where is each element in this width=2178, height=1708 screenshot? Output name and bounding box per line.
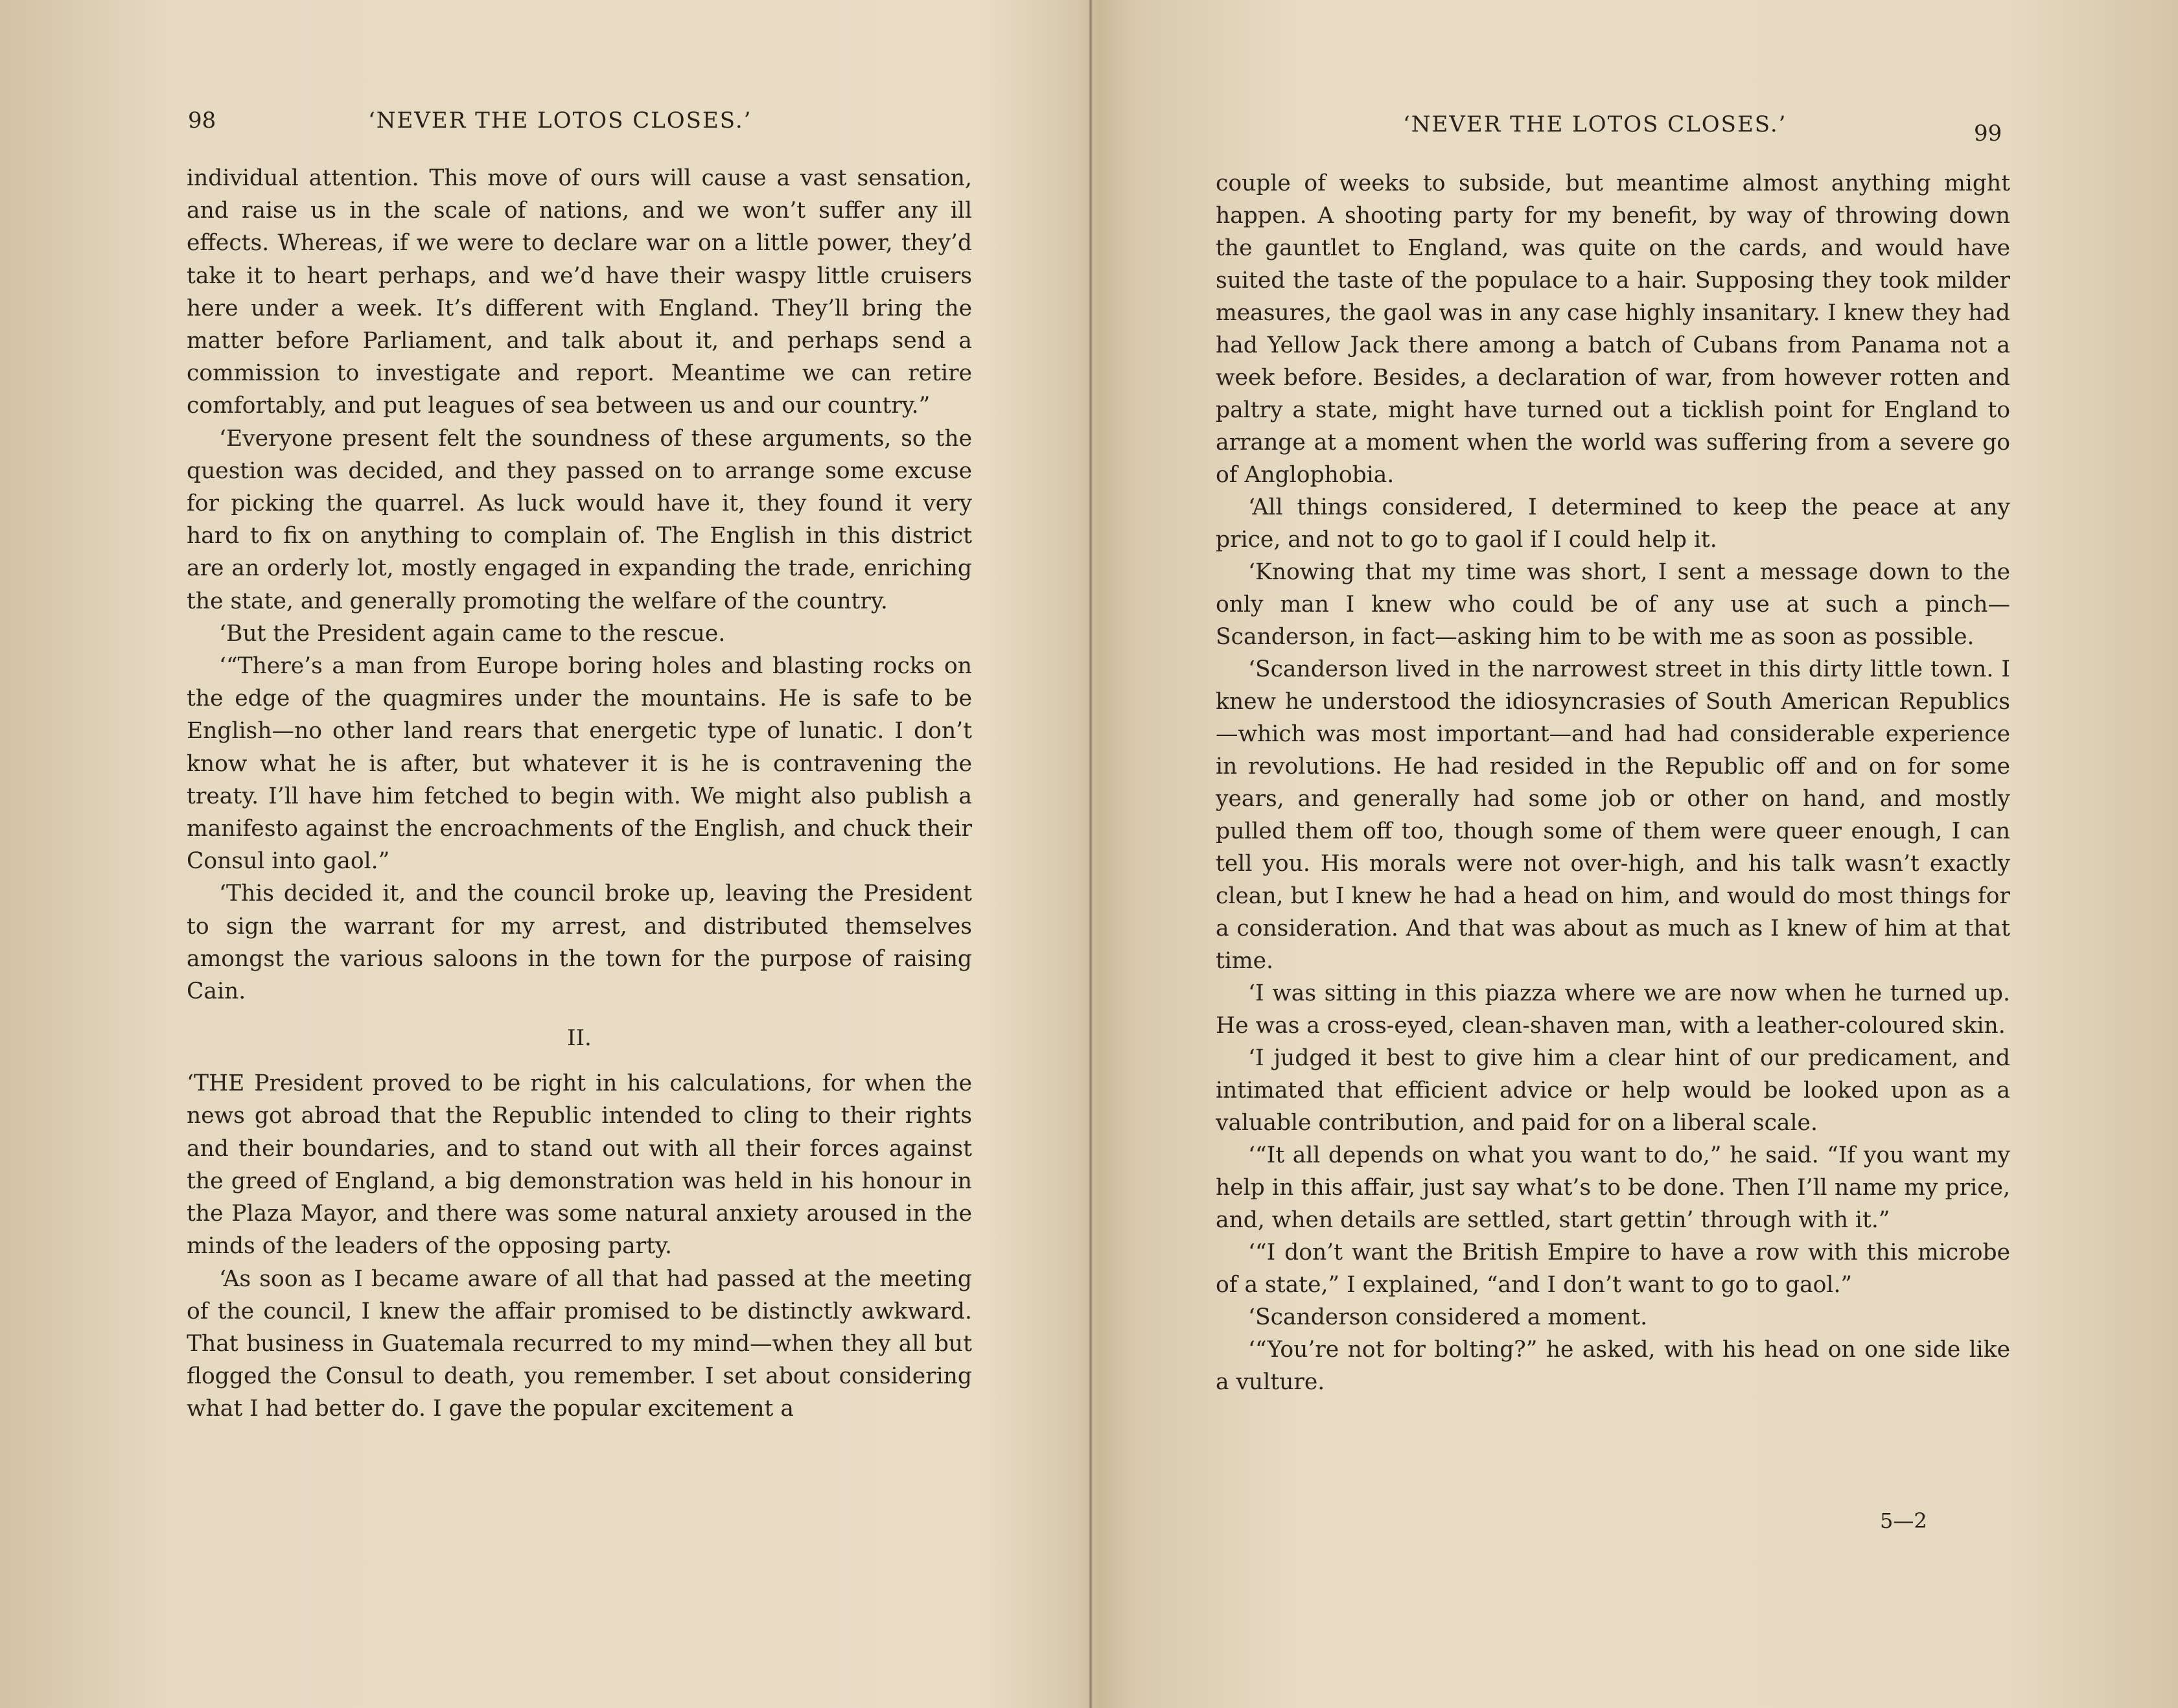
paragraph: ‘THE President proved to be right in his calculations, for when the news got abroad that the Republic intended to cling to their rights and their boundaries, and to stand out with all their forces against the greed of England, a big demonstration was held in his honour in the Plaza Mayor, and there was some natural anxiety aroused in the minds of the leaders of the opposing party. [187, 1070, 972, 1260]
paragraph: ‘I was sitting in this piazza where we are now when he turned up. He was a cross-eyed, clean-shaven man, with a leather-coloured skin. [1216, 980, 2010, 1039]
paragraph: ‘But the President again came to the rescue. [219, 620, 726, 647]
paragraph: ‘All things considered, I determined to keep the peace at any price, and not to go to gaol if I could help it. [1216, 494, 2010, 553]
left-page-body [187, 162, 972, 1425]
paragraph: ‘Scanderson considered a moment. [1248, 1304, 1648, 1330]
paragraph: ‘I judged it best to give him a clear hint of our predicament, and intimated that efficient advice or help would be looked upon as a valuable contribution, and paid for on a liberal scale. [1216, 1045, 2010, 1136]
right-page [1093, 0, 2178, 1708]
right-running-head: ‘NEVER THE LOTOS CLOSES.’ [1403, 111, 1787, 137]
left-running-head: ‘NEVER THE LOTOS CLOSES.’ [368, 108, 752, 133]
paragraph: ‘“There’s a man from Europe boring holes and blasting rocks on the edge of the quagmires under the mountains. He is safe to be English—no other land rears that energetic type of lunatic. I don’t know what he is after, but whatever it is he is contravening the treaty. I’ll have him fetched to begin with. We might also publish a manifesto against the encroachments of the English, and chuck their Consul into gaol.” [187, 653, 972, 875]
signature-mark: 5—2 [1880, 1508, 1927, 1533]
paragraph: ‘Knowing that my time was short, I sent a message down to the only man I knew who could be of any use at such a pinch—Scanderson, in fact—asking him to be with me as soon as possible. [1216, 559, 2010, 650]
paragraph: ‘“I don’t want the British Empire to have a row with this microbe of a state,” I explained, “and I don’t want to go to gaol.” [1216, 1240, 2010, 1298]
paragraph: ‘This decided it, and the council broke up, leaving the President to sign the warrant for my arrest, and distributed themselves amongst the various saloons in the town for the purpose of raising Cain. [187, 881, 972, 1005]
paragraph: ‘“You’re not for bolting?” he asked, with his head on one side like a vulture. [1216, 1337, 2010, 1395]
paragraph: ‘As soon as I became aware of all that had passed at the meeting of the council, I knew the affair promised to be distinctly awkward. That business in Guatemala recurred to my mind—when they all but flogged the Consul to death, you remember. I set about considering what I had better do. I gave the popular excitement a [187, 1265, 972, 1422]
section-heading: II. [567, 1025, 592, 1052]
paragraph: ‘Scanderson lived in the narrowest street in this dirty little town. I knew he understood the idiosyncrasies of South American Republics—which was most important—and had had considerable experience in revolutions. He had resided in the Republic off and on for some years, and generally had some job or other on hand, and mostly pulled them off too, though some of them were queer enough, I can tell you. His morals were not over-high, and his talk wasn’t exactly clean, but I knew he had a head on him, and would do most things for a consideration. And that was about as much as I knew of him at that time. [1216, 656, 2010, 974]
paragraph: individual attention. This move of ours will cause a vast sensation, and raise us in the scale of nations, and we won’t suffer any ill effects. Whereas, if we were to declare war on a little power, they’d take it to heart perhaps, and we’d have their waspy little cruisers here under a week. It’s different with England. They’ll bring the matter before Parliament, and talk about it, and perhaps send a commission to investigate and report. Meantime we can retire comfortably, and put leagues of sea between us and our country.” [187, 165, 972, 419]
paragraph: ‘Everyone present felt the soundness of these arguments, so the question was decided, and they passed on to arrange some excuse for picking the quarrel. As luck would have it, they found it very hard to fix on anything to complain of. The English in this district are an orderly lot, mostly engaged in expanding the trade, enriching the state, and generally promoting the welfare of the country. [187, 425, 972, 614]
left-page-number: 98 [188, 108, 216, 133]
right-page-body [1216, 167, 2010, 1398]
paragraph: ‘“It all depends on what you want to do,” he said. “If you want my help in this affair, just say what’s to be done. Then I’ll name my price, and, when details are settled, start gettin’ through with it.” [1216, 1142, 2010, 1233]
paragraph: couple of weeks to subside, but meantime almost anything might happen. A shooting party for my benefit, by way of throwing down the gauntlet to England, was quite on the cards, and would have suited the taste of the populace to a hair. Supposing they took milder measures, the gaol was in any case highly insanitary. I knew they had had Yellow Jack there among a batch of Cubans from Panama not a week before. Besides, a declaration of war, from however rotten and paltry a state, might have turned out a ticklish point for England to arrange at a moment when the world was suffering from a severe go of Anglophobia. [1216, 170, 2010, 488]
right-page-number: 99 [1974, 121, 2002, 146]
